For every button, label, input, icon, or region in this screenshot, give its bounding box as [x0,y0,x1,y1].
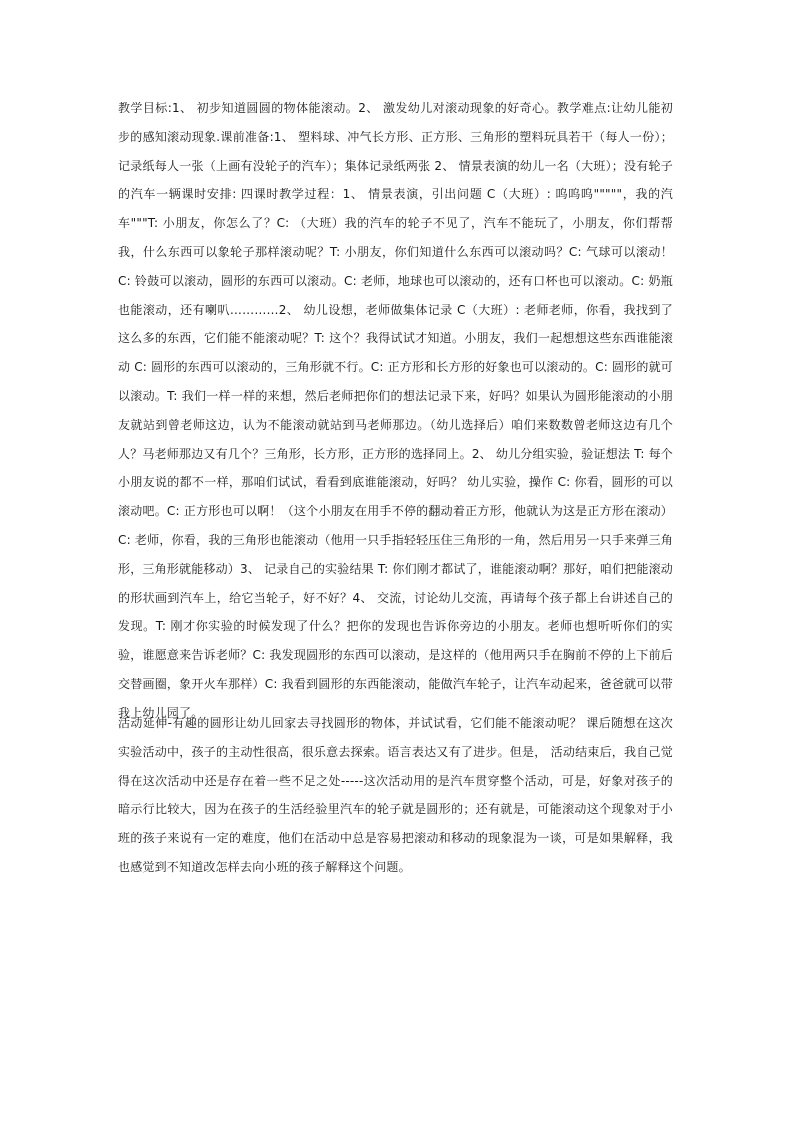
lesson-plan-paragraph: 教学目标:1、 初步知道圆圆的物体能滚动。2、 激发幼儿对滚动现象的好奇心。教学难点:让幼儿能初步的感知滚动现象.课前准备:1、 塑料球、冲气长方形、正方形、三角形的塑料玩具若干（每人一份）；记录纸每人一张（上画有没轮子的汽车）；集体记录纸两张 2、 情景表演的幼儿一名（大班）；没有轮子的汽车一辆课时安排: 四课时教学过程：1、 情景表演，引出问题 C（大班）: 呜呜呜"""""，我的汽车"""T: 小朋友，你怎么了？C: （大班）我的汽车的轮子不见了，汽车不能玩了，小朋友，你们帮帮我，什么东西可以象轮子那样滚动呢？T: 小朋友，你们知道什么东西可以滚动吗？C: 气球可以滚动！C: 铃鼓可以滚动，圆形的东西可以滚动。C: 老师，地球也可以滚动的，还有口杯也可以滚动。C: 奶瓶也能滚动，还有喇叭…………2、 幼儿设想，老师做集体记录 C（大班）: 老师老师，你看，我找到了这么多的东西，它们能不能滚动呢？T: 这个？我得试试才知道。小朋友，我们一起想想这些东西谁能滚动 C: 圆形的东西可以滚动的，三角形就不行。C: 正方形和长方形的好象也可以滚动的。C: 圆形的就可以滚动。T: 我们一样一样的来想，然后老师把你们的想法记录下来，好吗？如果认为圆形能滚动的小朋友就站到曾老师这边，认为不能滚动就站到马老师那边。（幼儿选择后）咱们来数数曾老师这边有几个人？马老师那边又有几个？三角形，长方形，正方形的选择同上。2、 幼儿分组实验，验证想法 T: 每个小朋友说的都不一样，那咱们试试，看看到底谁能滚动，好吗？ 幼儿实验，操作 C: 你看，圆形的可以滚动吧。C: 正方形也可以啊！（这个小朋友在用手不停的翻动着正方形，他就认为这是正方形在滚动）C: 老师，你看，我的三角形也能滚动（他用一只手指轻轻压住三角形的一角，然后用另一只手来弹三角形，三角形就能移动）3、 记录自己的实验结果 T: 你们刚才都试了，谁能滚动啊？那好，咱们把能滚动的形状画到汽车上，给它当轮子，好不好？4、 交流，讨论幼儿交流，再请每个孩子都上台讲述自己的发现。T: 刚才你实验的时候发现了什么？把你的发现也告诉你旁边的小朋友。老师也想听听你们的实验，谁愿意来告诉老师？C: 我发现圆形的东西可以滚动，是这样的（他用两只手在胸前不停的上下前后交替画圈，象开火车那样）C: 我看到圆形的东西能滚动，能做汽车轮子，让汽车动起来，爸爸就可以带我上幼儿园了。 [118,101,673,720]
reflection-paragraph: 活动延伸-有趣的圆形让幼儿回家去寻找圆形的物体，并试试看，它们能不能滚动呢？ 课后随想在这次实验活动中，孩子的主动性很高，很乐意去探索。语言表达又有了进步。但是， 活动结束后，我自己觉得在这次活动中还是存在着一些不足之处-----这次活动用的是汽车贯穿整个活动，可是，好象对孩子的暗示行比较大，因为在孩子的生活经验里汽车的轮子就是圆形的；还有就是，可能滚动这个现象对于小班的孩子来说有一定的难度，他们在活动中总是容易把滚动和移动的现象混为一谈，可是如果解释，我也感觉到不知道改怎样去向小班的孩子解释这个问题。 [118,716,673,874]
